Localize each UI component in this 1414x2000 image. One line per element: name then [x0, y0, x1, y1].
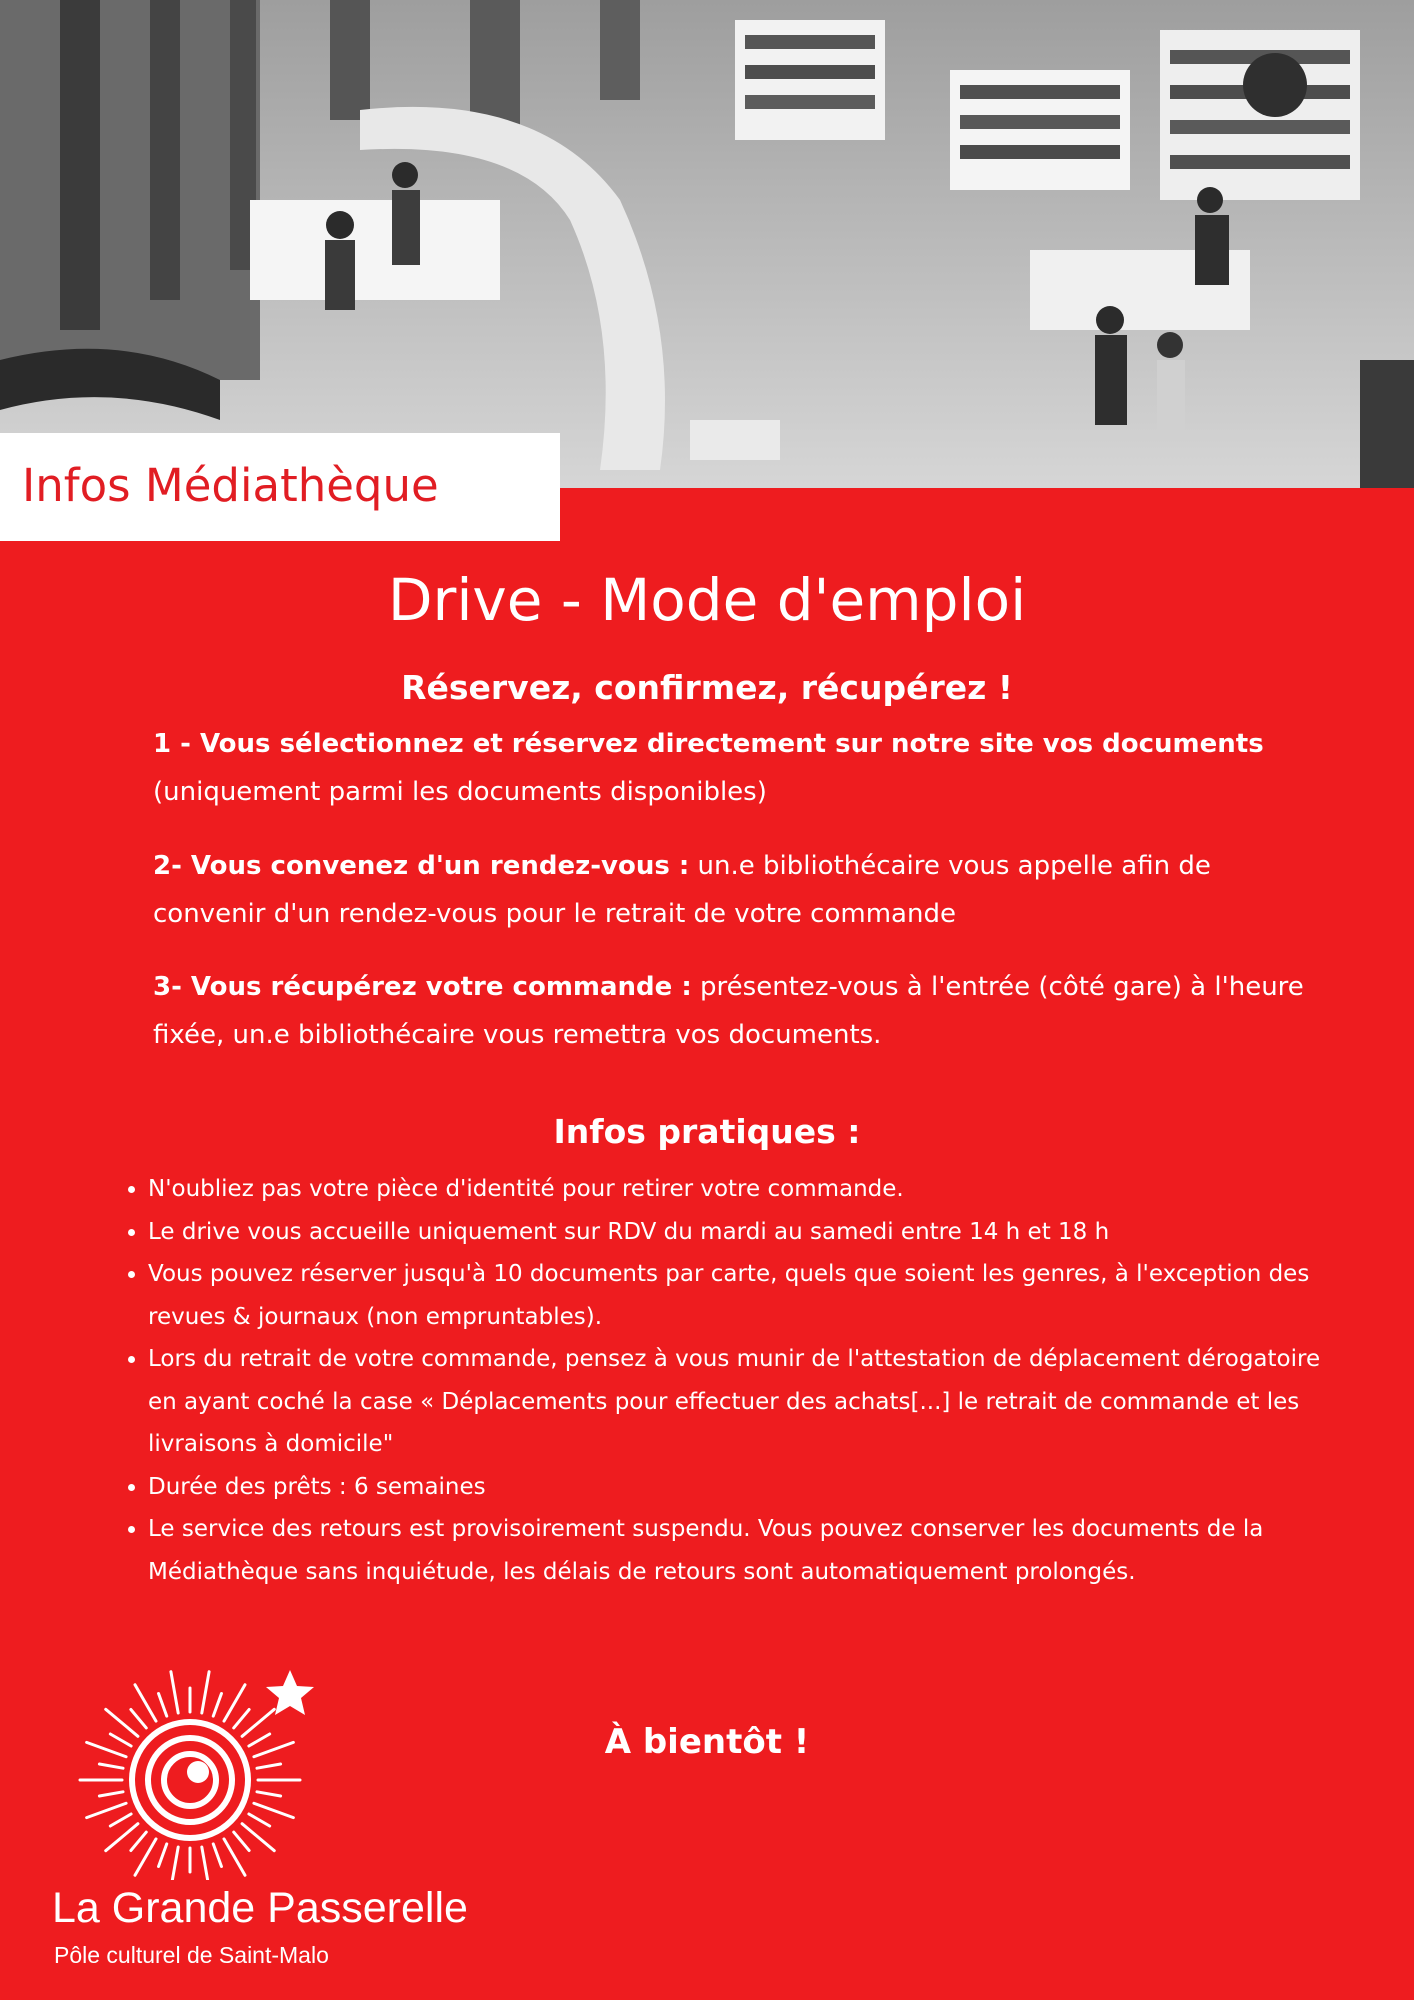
- list-item: • Vous pouvez réserver jusqu'à 10 documents par carte, quels que soient les genres, à l'exception des revues & journaux (non empruntables).: [148, 1253, 1348, 1338]
- step-3-text: présentez-vous à l'entrée (côté gare) à l'heure fixée, un.e bibliothécaire vous remettra vos documents.: [153, 972, 1304, 1050]
- sun-ray: [202, 1672, 209, 1713]
- step-3: [153, 963, 1313, 1059]
- sun-ray: [213, 1694, 221, 1717]
- sun-ray: [224, 1839, 245, 1875]
- sun-ray: [135, 1839, 156, 1875]
- sun-ray: [249, 1814, 270, 1826]
- step-1: [153, 720, 1313, 816]
- brand-name: La Grande Passerelle: [52, 1884, 468, 1932]
- step-2: [153, 842, 1313, 938]
- sun-ray: [254, 1803, 293, 1817]
- sun-ray: [171, 1847, 178, 1880]
- list-item: • Le service des retours est provisoirement suspendu. Vous pouvez conserver les documents de la Médiathèque sans inquiétude, les délais de retours sont automatiquement prolongés.: [148, 1508, 1348, 1593]
- infos-pratiques-list: [118, 1168, 1348, 1593]
- list-item: • Lors du retrait de votre commande, pensez à vous munir de l'attestation de déplacement dérogatoire en ayant coché la case « Déplacements pour effectuer des achats[...] le retrait de commande et les livraisons à domicile": [148, 1338, 1348, 1466]
- list-item: • Durée des prêts : 6 semaines: [148, 1466, 1348, 1509]
- library-photo: [0, 0, 1414, 488]
- sun-ray: [131, 1832, 146, 1850]
- page-title: Drive - Mode d'emploi: [387, 566, 1027, 634]
- sun-ray: [135, 1685, 156, 1721]
- sun-ray: [213, 1844, 221, 1867]
- sun-ray: [257, 1764, 281, 1768]
- infos-pratiques-title: Infos pratiques :: [553, 1112, 861, 1151]
- sun-ray: [202, 1847, 209, 1880]
- sun-ray: [159, 1694, 167, 1717]
- page-subtitle: Réservez, confirmez, récupérez !: [401, 668, 1013, 707]
- badge-label: Infos Médiathèque: [22, 459, 439, 512]
- sun-ray: [110, 1814, 131, 1826]
- infos-mediatheque-badge: [0, 433, 560, 541]
- step-1-text: (uniquement parmi les documents disponibles): [153, 777, 767, 807]
- sun-ray: [257, 1792, 281, 1796]
- step-1-lead: 1 - Vous sélectionnez et réservez directement sur notre site vos documents: [153, 729, 1264, 759]
- sun-ray: [224, 1685, 245, 1721]
- sun-ray: [87, 1803, 126, 1817]
- sun-ray: [171, 1672, 178, 1713]
- sun-ray: [99, 1764, 123, 1768]
- list-item: • N'oubliez pas votre pièce d'identité pour retirer votre commande.: [148, 1168, 1348, 1211]
- sun-ray: [99, 1792, 123, 1796]
- sun-ray: [234, 1832, 249, 1850]
- step-2-lead: 2- Vous convenez d'un rendez-vous :: [153, 851, 690, 881]
- brand-tagline: Pôle culturel de Saint-Malo: [54, 1942, 329, 1968]
- list-item: • Le drive vous accueille uniquement sur RDV du mardi au samedi entre 14 h et 18 h: [148, 1211, 1348, 1254]
- closing-message: À bientôt !: [604, 1722, 810, 1762]
- step-3-lead: 3- Vous récupérez votre commande :: [153, 972, 692, 1002]
- step-2-text: un.e bibliothécaire vous appelle afin de convenir d'un rendez-vous pour le retrait de votre commande: [153, 851, 1211, 929]
- sun-ray: [159, 1844, 167, 1867]
